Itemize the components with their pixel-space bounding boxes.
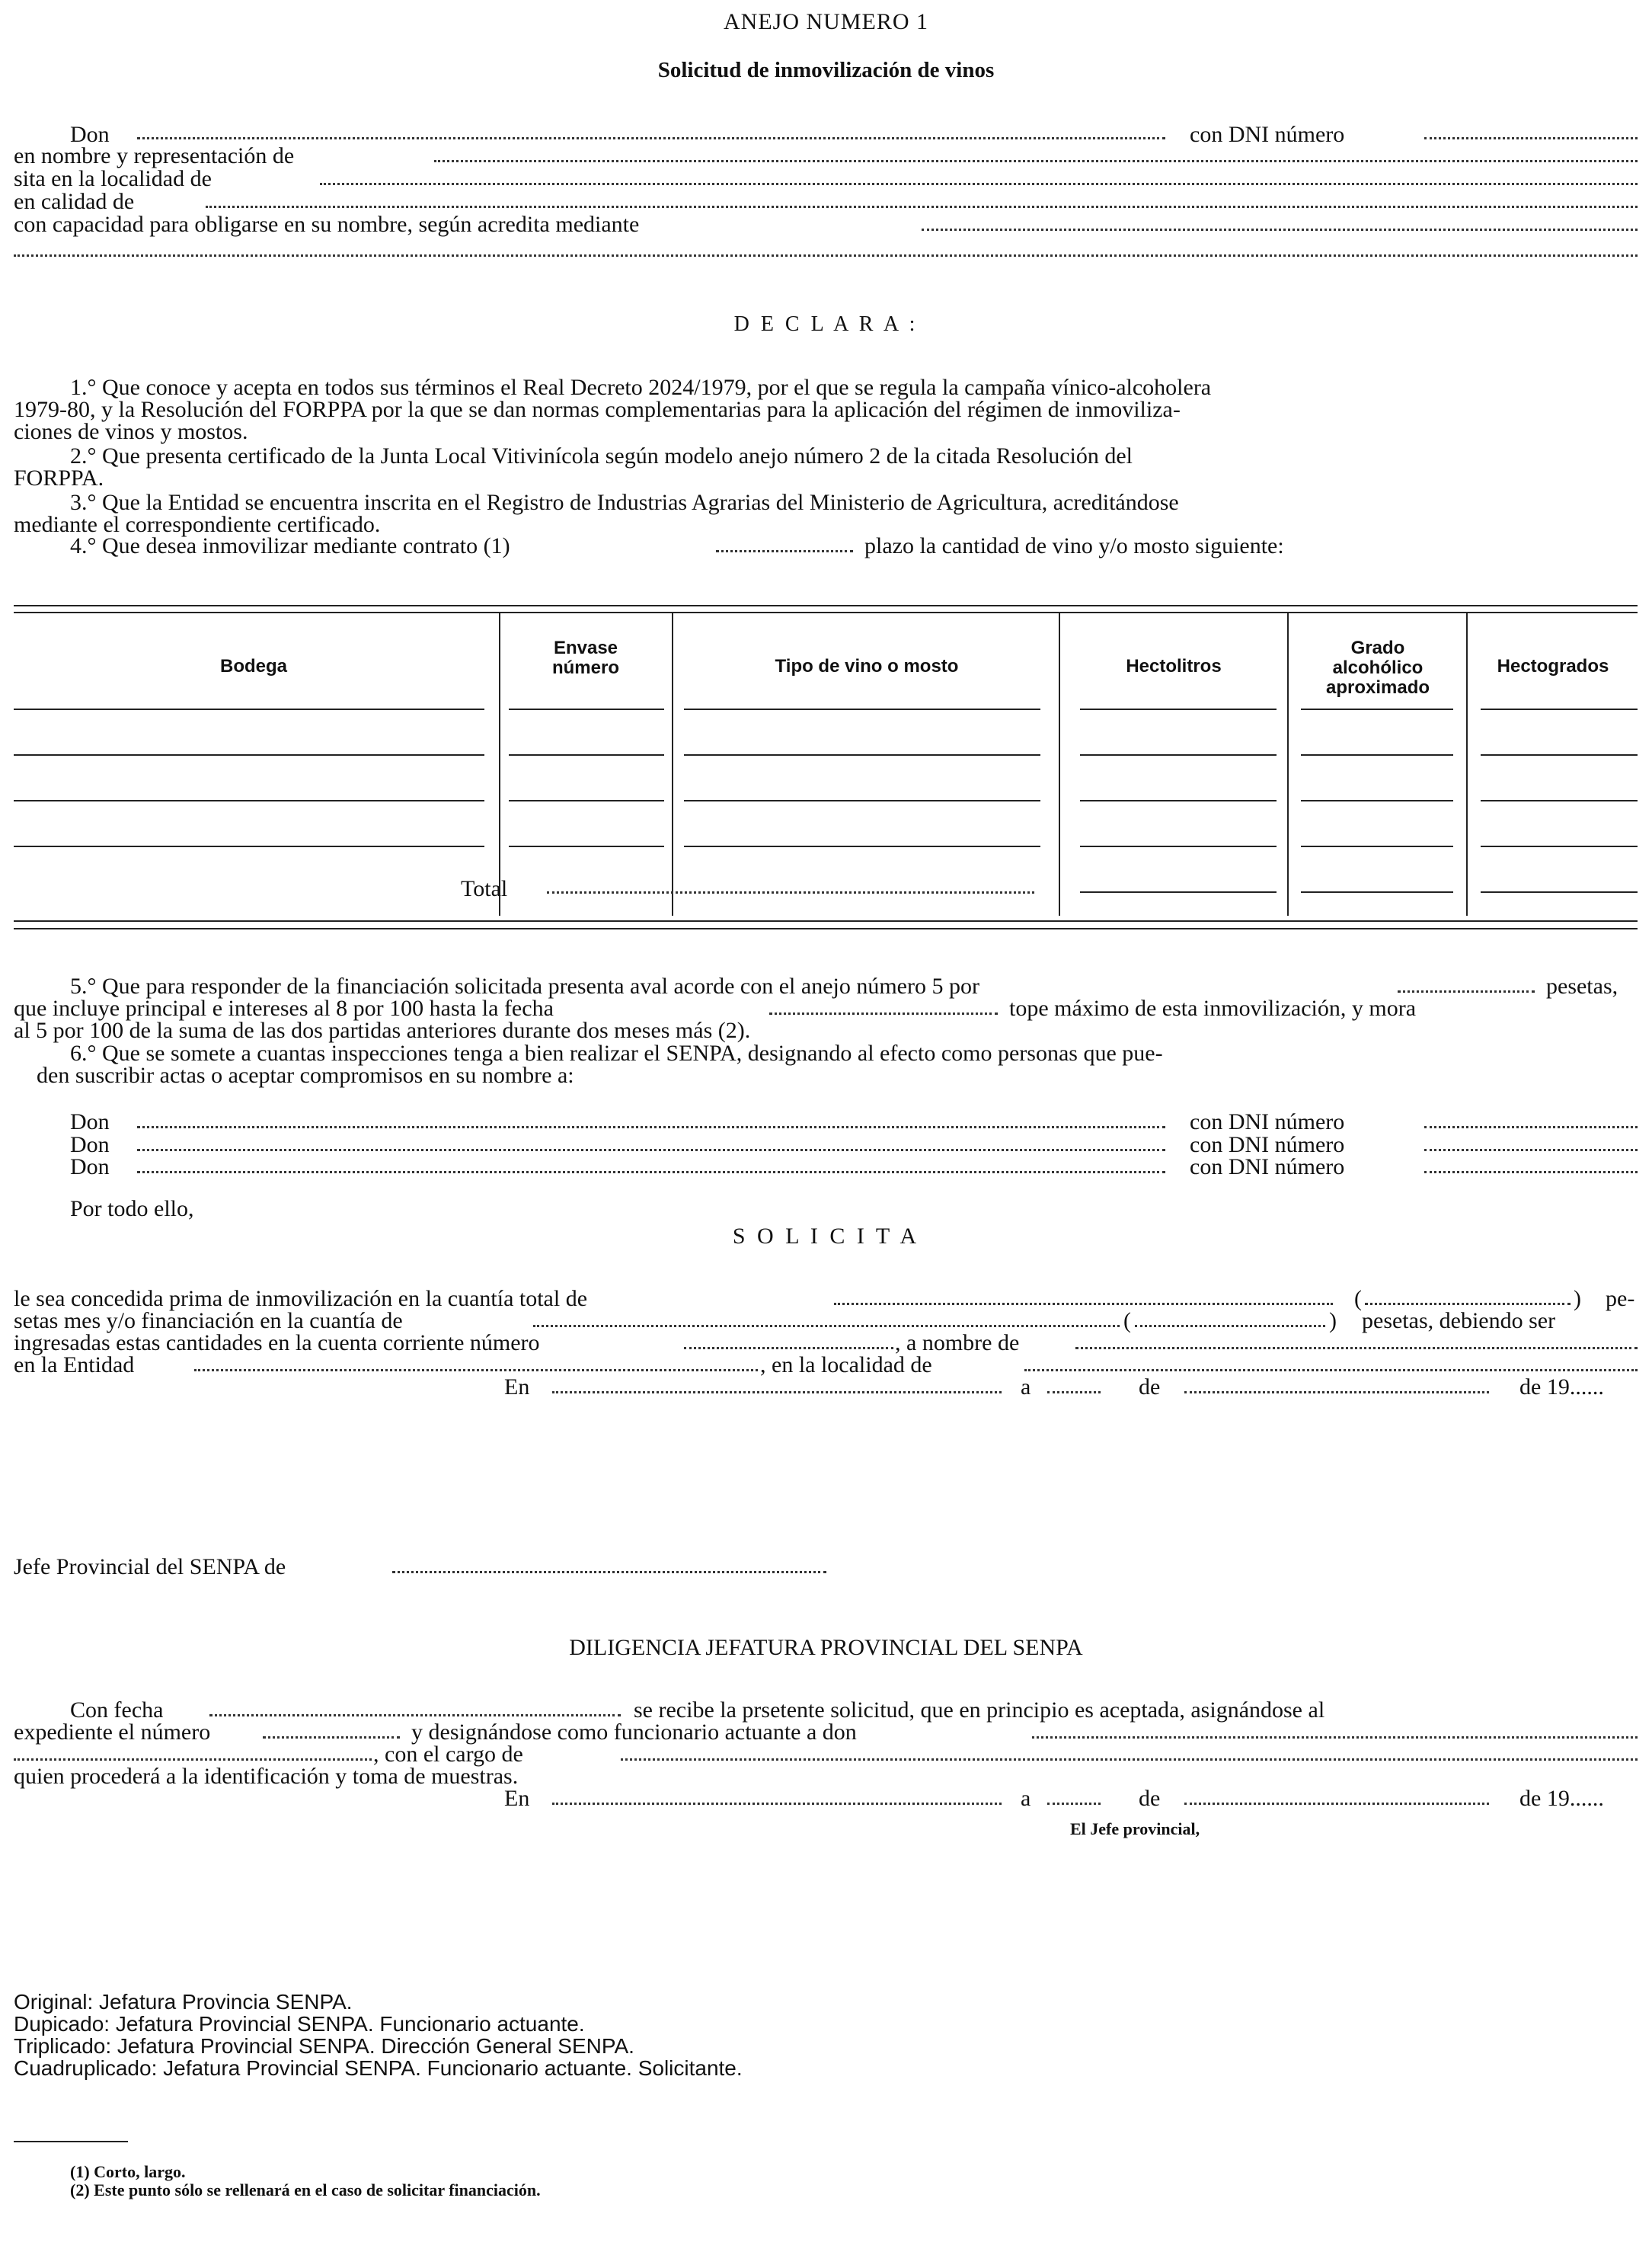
solicita-line1-end: pe- (1606, 1286, 1635, 1311)
col-tipo: Tipo de vino o mosto (775, 656, 959, 677)
solicita-line1: le sea concedida prima de inmovilización en la cuantía total de (14, 1286, 588, 1311)
declara-heading: D E C L A R A : (733, 312, 919, 336)
table-row-rule (684, 754, 1040, 756)
solicita-a: a (1021, 1374, 1031, 1400)
table-row-rule (14, 754, 484, 756)
table-row-rule (1080, 800, 1277, 801)
person1-dni-field[interactable] (1424, 1126, 1638, 1128)
p5-line2: que incluye principal e intereses al 8 por 100 hasta la fecha (14, 996, 554, 1021)
table-row-rule (509, 754, 664, 756)
total-premium-field[interactable] (834, 1303, 1333, 1305)
declara-p4-start: 4.° Que desea inmovilizar mediante contrato (1) (70, 533, 510, 558)
total-label: Total (461, 876, 508, 901)
declara-p4-end: plazo la cantidad de vino y/o mosto siguiente: (864, 533, 1284, 558)
p5-line2-end: tope máximo de esta inmovilización, y mora (1009, 996, 1417, 1021)
intro-locality-field[interactable] (320, 183, 1638, 185)
declara-p2-line1: 2.° Que presenta certificado de la Junta Local Vitivinícola según modelo anejo número 2 de la citada Resolución del (70, 443, 1133, 469)
intro-extra-field[interactable] (14, 254, 1638, 257)
copy-duplicado: Dupicado: Jefatura Provincial SENPA. Funcionario actuante. (14, 2012, 585, 2036)
intro-dni-field[interactable] (1424, 137, 1638, 139)
person3-don: Don (70, 1154, 110, 1179)
diligencia-place-field[interactable] (552, 1803, 1002, 1805)
intro-locality-label: sita en la localidad de (14, 166, 212, 191)
table-row-rule (1080, 846, 1277, 847)
diligencia-date-field[interactable] (209, 1714, 621, 1716)
person2-name-field[interactable] (137, 1149, 1165, 1151)
declara-p1-line1: 1.° Que conoce y acepta en todos sus términos el Real Decreto 2024/1979, por el que se regula la campaña vínico-alcoholera (70, 375, 1212, 400)
col-hectolitros: Hectolitros (1126, 656, 1222, 677)
expediente-number-field[interactable] (263, 1736, 400, 1739)
person2-dni-label: con DNI número (1190, 1132, 1345, 1157)
form-subtitle: Solicitud de inmovilización de vinos (657, 58, 995, 82)
table-row-rule (509, 800, 664, 801)
intro-name-field[interactable] (137, 137, 1165, 139)
solicita-line4-mid: , en la localidad de (760, 1352, 932, 1377)
declara-p1-line2: 1979-80, y la Resolución del FORPPA por la que se dan normas complementarias para la aplicación del régimen de inmoviliza- (14, 397, 1181, 422)
total-premium-words-field[interactable] (1365, 1303, 1571, 1305)
person3-name-field[interactable] (137, 1171, 1165, 1173)
table-row-rule (1481, 800, 1638, 801)
intro-don-label: Don (70, 122, 110, 147)
table-row-rule (1481, 846, 1638, 847)
diligencia-l1b: se recibe la prsetente solicitud, que en principio es aceptada, asignándose al (634, 1697, 1325, 1723)
solicita-heading: S O L I C I T A (732, 1224, 920, 1249)
solicita-line4: en la Entidad (14, 1352, 135, 1377)
copy-cuadruplicado: Cuadruplicado: Jefatura Provincial SENPA. Funcionario actuante. Solicitante. (14, 2056, 743, 2080)
person1-dni-label: con DNI número (1190, 1109, 1345, 1134)
diligencia-month-field[interactable] (1184, 1803, 1489, 1805)
table-row-rule (1481, 754, 1638, 756)
funcionario-name-cont-field[interactable] (14, 1758, 372, 1761)
solicita-line2: setas mes y/o financiación en la cuantía de (14, 1308, 403, 1333)
table-row-rule (684, 846, 1040, 847)
p5-line3: al 5 por 100 de la suma de las dos partidas anteriores durante dos meses más (2). (14, 1018, 751, 1043)
solicita-line2-end: pesetas, debiendo ser (1362, 1308, 1556, 1333)
intro-obligation-label: con capacidad para obligarse en su nombre, según acredita mediante (14, 212, 640, 237)
solicita-month-field[interactable] (1184, 1391, 1489, 1393)
diligencia-l1a: Con fecha (70, 1697, 164, 1723)
p6-line2: den suscribir actas o aceptar compromisos en su nombre a: (37, 1063, 574, 1088)
intro-capacity-field[interactable] (206, 206, 1638, 208)
declara-p3-line1: 3.° Que la Entidad se encuentra inscrita en el Registro de Industrias Agrarias del Ministerio de Agricultura, acreditándose (70, 490, 1179, 515)
table-row-rule (1301, 709, 1453, 710)
date-limit-field[interactable] (769, 1013, 998, 1015)
solicita-year: de 19...... (1519, 1374, 1604, 1400)
declara-p1-line3: ciones de vinos y mostos. (14, 419, 248, 444)
annex-title: ANEJO NUMERO 1 (724, 9, 928, 34)
person1-don: Don (70, 1109, 110, 1134)
diligencia-year: de 19...... (1519, 1786, 1604, 1811)
col-envase: Envase número (551, 638, 619, 678)
solicita-day-field[interactable] (1047, 1391, 1101, 1393)
table-row-rule (1301, 846, 1453, 847)
copy-triplicado: Triplicado: Jefatura Provincial SENPA. Dirección General SENPA. (14, 2034, 634, 2058)
intro-dni-label: con DNI número (1190, 122, 1345, 147)
p6-line1: 6.° Que se somete a cuantas inspecciones tenga a bien realizar el SENPA, designando al efecto como personas que pue- (70, 1041, 1163, 1066)
person3-dni-label: con DNI número (1190, 1154, 1345, 1179)
copy-original: Original: Jefatura Provincia SENPA. (14, 1990, 353, 2014)
bank-entity-field[interactable] (194, 1369, 758, 1371)
solicita-line3: ingresadas estas cantidades en la cuenta corriente número (14, 1330, 540, 1355)
intro-obligation-field[interactable] (922, 229, 1638, 231)
table-row-rule (684, 709, 1040, 710)
total-row-rule (1481, 891, 1638, 893)
intro-representation-label: en nombre y representación de (14, 143, 295, 168)
por-todo-ello: Por todo ello, (70, 1196, 194, 1221)
col-grado: Grado alcohólico aproximado (1325, 638, 1430, 698)
table-row-rule (14, 709, 484, 710)
table-row-rule (509, 709, 664, 710)
account-number-field[interactable] (684, 1347, 893, 1349)
footnote-2: (2) Este punto sólo se rellenará en el caso de solicitar financiación. (70, 2180, 541, 2199)
diligencia-de: de (1139, 1786, 1161, 1811)
solicita-de: de (1139, 1374, 1161, 1400)
table-row-rule (509, 846, 664, 847)
total-dots (547, 891, 1034, 894)
person1-name-field[interactable] (137, 1126, 1165, 1128)
intro-representation-field[interactable] (434, 160, 1638, 162)
table-row-rule (1080, 754, 1277, 756)
footnote-1: (1) Corto, largo. (70, 2162, 186, 2181)
col-hectogrados: Hectogrados (1497, 656, 1609, 677)
diligencia-day-field[interactable] (1047, 1803, 1101, 1805)
table-row-rule (14, 846, 484, 847)
person2-dni-field[interactable] (1424, 1149, 1638, 1151)
jefe-provincial-signer: El Jefe provincial, (1070, 1819, 1200, 1838)
contract-term-field[interactable] (716, 550, 853, 552)
account-holder-field[interactable] (1075, 1347, 1638, 1349)
diligencia-l2b: y designándose como funcionario actuante a don (411, 1720, 857, 1745)
funcionario-cargo-field[interactable] (621, 1758, 1638, 1761)
solicita-line3-mid: , a nombre de (895, 1330, 1020, 1355)
diligencia-l4: quien procederá a la identificación y toma de muestras. (14, 1764, 519, 1789)
financing-amount-field[interactable] (533, 1325, 1120, 1327)
solicita-en: En (504, 1374, 530, 1400)
jefe-province-field[interactable] (392, 1571, 826, 1573)
p5-line1: 5.° Que para responder de la financiación solicitada presenta aval acorde con el anejo número 5 por (70, 974, 979, 999)
diligencia-en: En (504, 1786, 530, 1811)
bank-locality-field[interactable] (1024, 1369, 1638, 1371)
total-row-rule (1301, 891, 1453, 893)
table-row-rule (1080, 709, 1277, 710)
p5-line1-end: pesetas, (1546, 974, 1618, 999)
table-row-rule (684, 800, 1040, 801)
total-row-rule (1080, 891, 1277, 893)
declara-p3-line2: mediante el correspondiente certificado. (14, 512, 381, 537)
diligencia-heading: DILIGENCIA JEFATURA PROVINCIAL DEL SENPA (569, 1635, 1083, 1660)
person2-don: Don (70, 1132, 110, 1157)
diligencia-l3: , con el cargo de (373, 1742, 523, 1767)
table-row-rule (1301, 800, 1453, 801)
declara-p2-line2: FORPPA. (14, 465, 104, 491)
jefe-label: Jefe Provincial del SENPA de (14, 1554, 286, 1579)
diligencia-l2a: expediente el número (14, 1720, 211, 1745)
diligencia-a: a (1021, 1786, 1031, 1811)
person3-dni-field[interactable] (1424, 1171, 1638, 1173)
funcionario-name-field[interactable] (1032, 1736, 1638, 1739)
financing-words-field[interactable] (1135, 1325, 1325, 1327)
col-bodega: Bodega (219, 656, 287, 677)
aval-amount-field[interactable] (1398, 990, 1535, 993)
table-row-rule (14, 800, 484, 801)
intro-capacity-label: en calidad de (14, 189, 135, 214)
table-row-rule (1481, 709, 1638, 710)
table-row-rule (1301, 754, 1453, 756)
solicita-place-field[interactable] (552, 1391, 1002, 1393)
